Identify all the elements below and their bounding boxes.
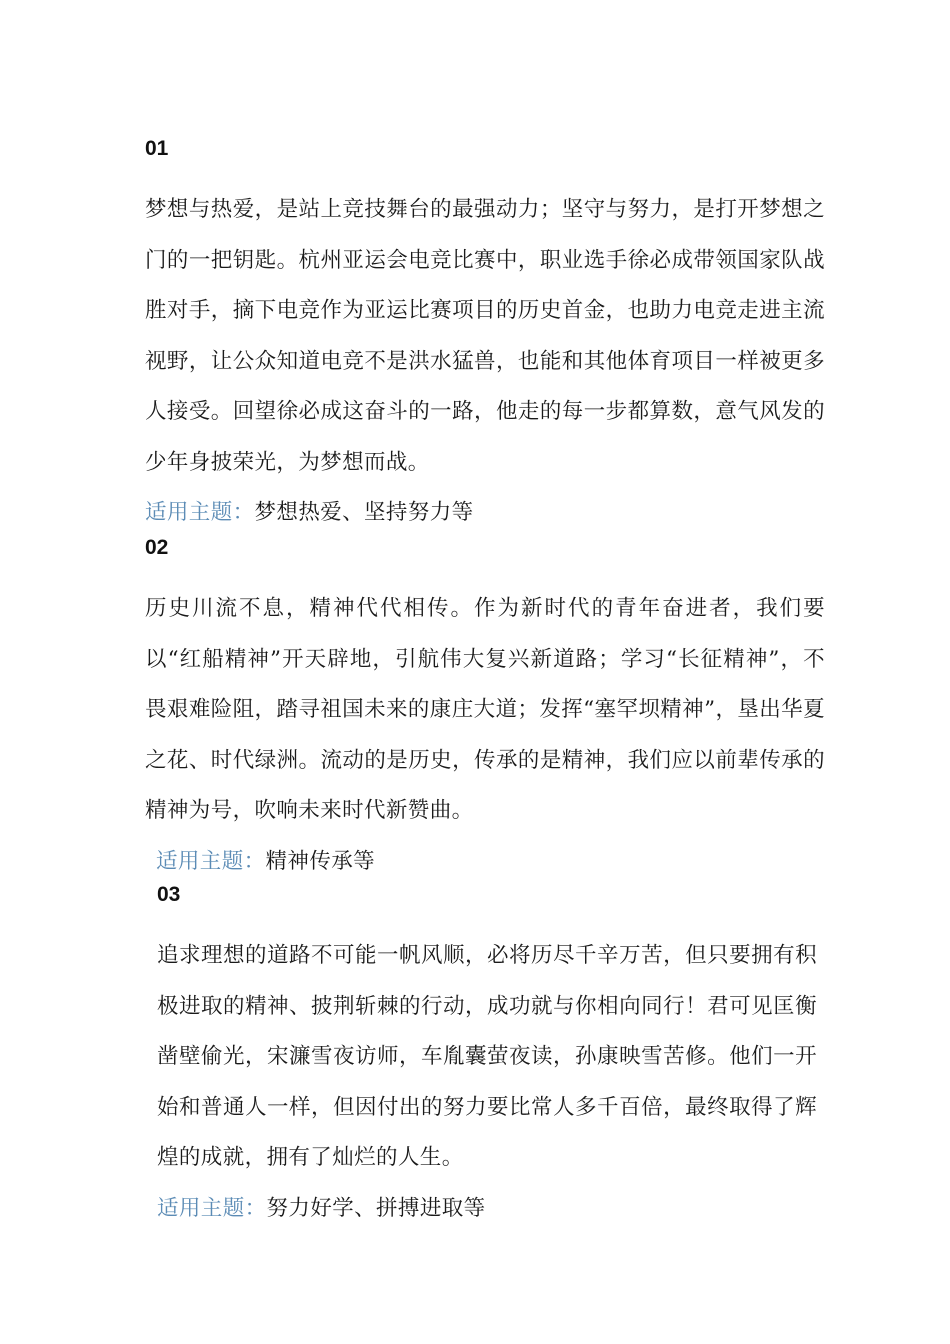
theme-label: 适用主题： bbox=[156, 848, 266, 874]
section-paragraph: 追求理想的道路不可能一帆风顺，必将历尽千辛万苦，但只要拥有积极进取的精神、披荆斩棘的行动，成功就与你相向同行！君可见匡衡凿壁偷光，宋濂雪夜访师，车胤囊萤夜读，孙康映雪苦修。他们一开始和普通人一样，但因付出的努力要比常人多千百倍，最终取得了辉煌的成就，拥有了灿烂的人生。 bbox=[157, 943, 817, 1170]
theme-value: 努力好学、拼搏进取等 bbox=[266, 1195, 486, 1221]
section-number: 03 bbox=[157, 883, 181, 906]
theme-line bbox=[157, 1184, 817, 1234]
section-02 bbox=[145, 535, 825, 887]
section-number: 02 bbox=[145, 536, 169, 559]
theme-value: 梦想热爱、坚持努力等 bbox=[254, 500, 474, 525]
theme-line bbox=[145, 488, 825, 538]
section-01 bbox=[145, 136, 825, 538]
theme-label: 适用主题： bbox=[145, 500, 255, 525]
section-number: 01 bbox=[145, 137, 169, 160]
section-paragraph: 历史川流不息，精神代代相传。作为新时代的青年奋进者，我们要以“红船精神”开天辟地，引航伟大复兴新道路；学习“长征精神”，不畏艰难险阻，踏寻祖国未来的康庄大道；发挥“塞罕坝精神”，垦出华夏之花、时代绿洲。流动的是历史，传承的是精神，我们应以前辈传承的精神为号，吹响未来时代新赞曲。 bbox=[145, 596, 825, 823]
theme-line bbox=[145, 837, 825, 887]
section-paragraph: 梦想与热爱，是站上竞技舞台的最强动力；坚守与努力，是打开梦想之门的一把钥匙。杭州亚运会电竞比赛中，职业选手徐必成带领国家队战胜对手，摘下电竞作为亚运比赛项目的历史首金，也助力电竞走进主流视野，让公众知道电竞不是洪水猛兽，也能和其他体育项目一样被更多人接受。回望徐必成这奋斗的一路，他走的每一步都算数，意气风发的少年身披荣光，为梦想而战。 bbox=[145, 197, 825, 475]
section-03 bbox=[157, 882, 817, 1234]
theme-label: 适用主题： bbox=[157, 1195, 267, 1221]
theme-value: 精神传承等 bbox=[265, 848, 376, 874]
